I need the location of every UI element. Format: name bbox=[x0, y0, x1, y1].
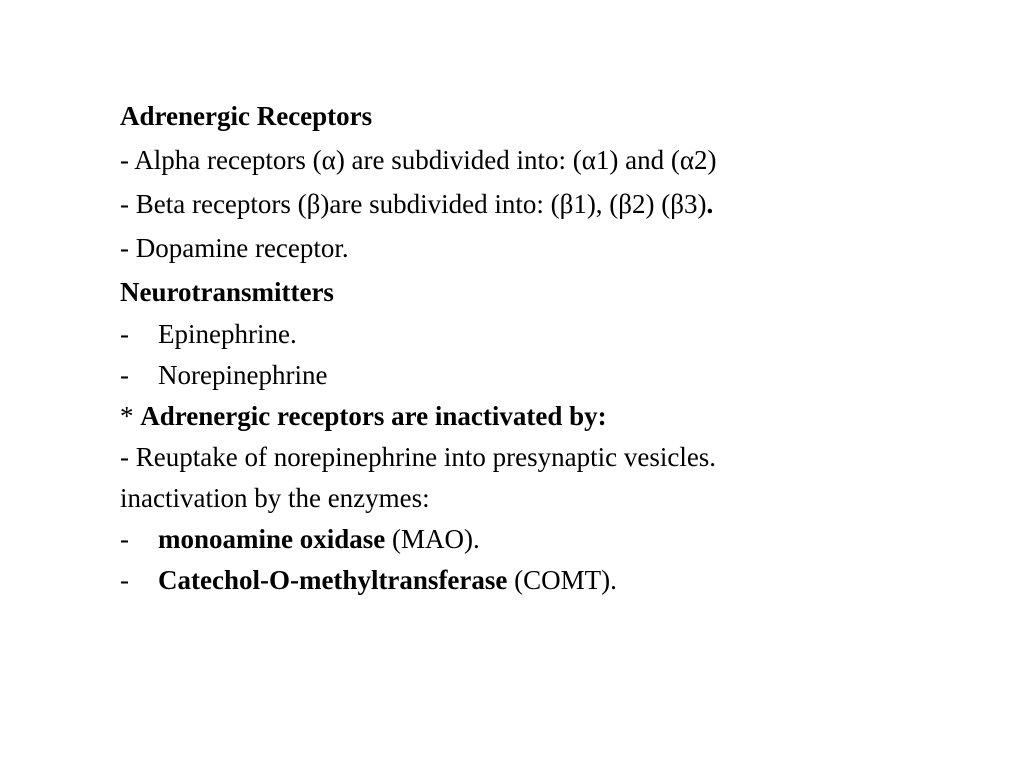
list-dash: - bbox=[120, 524, 129, 554]
slide-content bbox=[120, 94, 1000, 601]
list-dash: - bbox=[120, 319, 129, 349]
enzyme-abbreviation: (MAO). bbox=[385, 524, 480, 554]
neurotransmitter-item bbox=[120, 314, 1000, 355]
neurotransmitter-label: Norepinephrine bbox=[158, 360, 328, 390]
neurotransmitters-heading: Neurotransmitters bbox=[120, 277, 334, 307]
list-dash: - bbox=[120, 565, 129, 595]
neurotransmitter-label: Epinephrine. bbox=[158, 319, 297, 349]
reuptake-line: - Reuptake of norepinephrine into presynaptic vesicles. bbox=[120, 442, 717, 472]
enzyme-name: monoamine oxidase bbox=[158, 524, 386, 554]
enzyme-item bbox=[120, 519, 1000, 560]
enzymes-intro-line: inactivation by the enzymes: bbox=[120, 483, 430, 513]
enzyme-abbreviation: (COMT). bbox=[507, 565, 617, 595]
inactivation-heading-line bbox=[120, 396, 1000, 437]
asterisk-marker: * bbox=[120, 401, 141, 431]
dopamine-receptor-line: - Dopamine receptor. bbox=[120, 233, 349, 263]
inactivation-heading: Adrenergic receptors are inactivated by: bbox=[140, 401, 607, 431]
adrenergic-receptors-heading: Adrenergic Receptors bbox=[120, 101, 373, 131]
list-dash: - bbox=[120, 360, 129, 390]
neurotransmitter-item bbox=[120, 355, 1000, 396]
beta-receptors-period: . bbox=[706, 189, 714, 219]
beta-receptors-line bbox=[120, 182, 1000, 226]
beta-receptors-text: - Beta receptors (β)are subdivided into: (β1), (β2) (β3) bbox=[120, 189, 707, 219]
enzyme-item bbox=[120, 560, 1000, 601]
alpha-receptors-line: - Alpha receptors (α) are subdivided into: (α1) and (α2) bbox=[120, 145, 717, 175]
enzyme-name: Catechol-O-methyltransferase bbox=[158, 565, 508, 595]
